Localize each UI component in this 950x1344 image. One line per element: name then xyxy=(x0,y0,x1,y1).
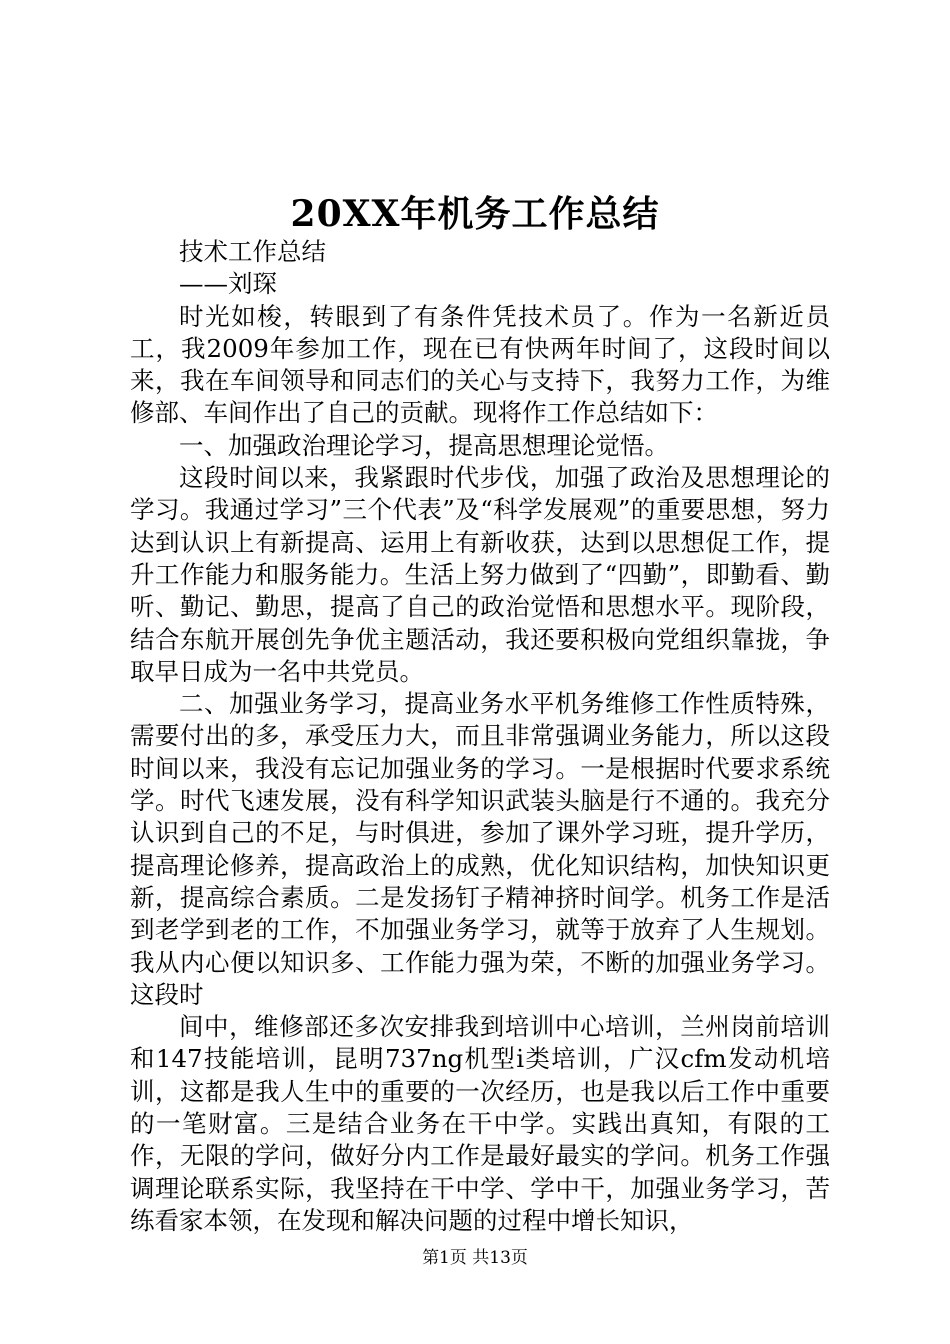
paragraph-heading-2: 二、加强业务学习，提高业务水平机务维修工作性质特殊，需要付出的多，承受压力大，而且非常强调业务能力，所以这段时间以来，我没有忘记加强业务的学习。一是根据时代要求系统学。时代飞速发展，没有科学知识武装头脑是行不通的。我充分认识到自己的不足，与时俱进，参加了课外学习班，提升学历，提高理论修养，提高政治上的成熟，优化知识结构，加快知识更新，提高综合素质。二是发扬钉子精神挤时间学。机务工作是活到老学到老的工作，不加强业务学习，就等于放弃了人生规划。我从内心便以知识多、工作能力强为荣，不断的加强业务学习。这段时 xyxy=(130,689,830,1009)
document-title: 20XX年机务工作总结 xyxy=(290,193,660,235)
paragraph-intro: 时光如梭，转眼到了有条件凭技术员了。作为一名新近员工，我2009年参加工作，现在已有快两年时间了，这段时间以来，我在车间领导和同志们的关心与支持下，我努力工作，为维修部、车间作出了自己的贡献。现将作工作总结如下： xyxy=(130,301,830,428)
paragraph-training: 间中，维修部还多次安排我到培训中心培训，兰州岗前培训和147技能培训，昆明737ng机型ⅰ类培训，广汉cfm发动机培训，这都是我人生中的重要的一次经历，也是我以后工作中重要的一笔财富。三是结合业务在干中学。实践出真知，有限的工作，无限的学问，做好分内工作是最好最实的学问。机务工作强调理论联系实际，我坚持在干中学、学中干，加强业务学习，苦练看家本领，在发现和解决问题的过程中增长知识， xyxy=(130,1012,830,1235)
page-number: 第1页 共13页 xyxy=(422,1248,528,1268)
paragraph-politics: 这段时间以来，我紧跟时代步伐，加强了政治及思想理论的学习。我通过学习”三个代表”及“科学发展观”的重要思想，努力达到认识上有新提高、运用上有新收获，达到以思想促工作，提升工作能力和服务能力。生活上努力做到了“四勤”，即勤看、勤听、勤记、勤思，提高了自己的政治觉悟和思想水平。现阶段，结合东航开展创先争优主题活动，我还要积极向党组织靠拢，争取早日成为一名中共党员。 xyxy=(130,463,830,686)
document-body xyxy=(130,236,830,1237)
paragraph-subtitle: 技术工作总结 xyxy=(179,237,326,266)
paragraph-author: ——刘琛 xyxy=(179,269,277,299)
paragraph-heading-1: 一、加强政治理论学习，提高思想理论觉悟。 xyxy=(179,430,669,460)
